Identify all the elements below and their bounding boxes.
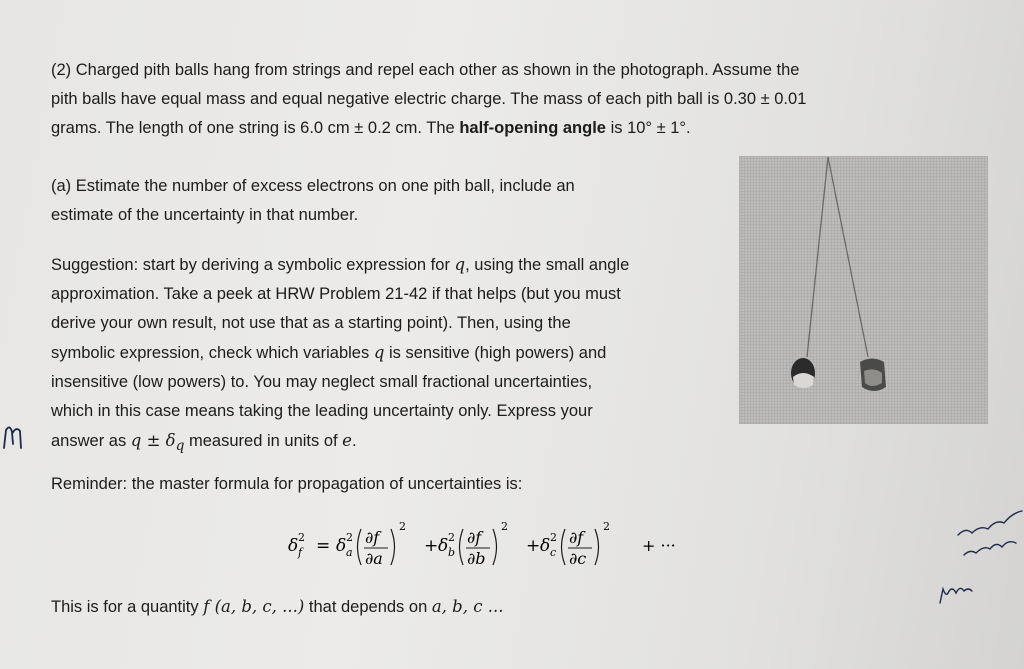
suggestion-block xyxy=(51,250,629,461)
suggestion-text: symbolic expression, check which variables xyxy=(51,344,374,362)
suggestion-line-3: derive your own result, not use that as a starting point). Then, using the xyxy=(51,314,571,332)
right-paren xyxy=(391,529,395,565)
handwritten-squiggles xyxy=(938,505,1024,620)
pith-ball-illustration xyxy=(740,157,987,423)
lhs-subscript: f xyxy=(298,546,303,559)
suggestion-text: , using the small angle xyxy=(465,256,630,274)
lhs-delta: δ xyxy=(288,536,299,556)
partial-denominator: ∂a xyxy=(365,549,383,568)
term-delta: δ xyxy=(540,536,551,556)
pith-ball-photograph xyxy=(739,156,988,424)
variable-q: q xyxy=(373,343,385,362)
left-ball-highlight xyxy=(793,373,814,388)
term-delta-subscript: c xyxy=(550,546,557,559)
left-string xyxy=(807,157,828,357)
partial-denominator: ∂c xyxy=(569,549,587,568)
lhs-power: 2 xyxy=(298,531,305,544)
variable-e: e xyxy=(342,431,352,450)
plus-sign: + xyxy=(526,536,541,556)
intro-line-3-text: grams. The length of one string is 6.0 cm ± 0.2 cm. The xyxy=(51,119,460,137)
term-power: 2 xyxy=(603,520,610,533)
footer-note xyxy=(51,592,503,622)
reminder-text: Reminder: the master formula for propagation of uncertainties is: xyxy=(51,475,523,493)
part-a-line-2: estimate of the uncertainty in that number. xyxy=(51,206,359,224)
right-paren xyxy=(493,529,497,565)
term-delta-subscript: a xyxy=(346,546,353,559)
suggestion-text: . xyxy=(351,432,357,450)
intro-line-1: (2) Charged pith balls hang from strings and repel each other as shown in the photograph. Assume the xyxy=(51,61,800,79)
answer-expression: q ± δ xyxy=(130,431,176,450)
term-power: 2 xyxy=(399,520,406,533)
suggestion-line-6: which in this case means taking the leading uncertainty only. Express your xyxy=(51,402,593,420)
suggestion-text: answer as xyxy=(51,432,131,450)
footer-text: that depends on xyxy=(304,598,432,616)
propagation-formula xyxy=(286,515,706,580)
problem-intro xyxy=(51,56,806,143)
suggestion-text: measured in units of xyxy=(184,432,343,450)
suggestion-line-7 xyxy=(51,426,629,461)
intro-line-2: pith balls have equal mass and equal negative electric charge. The mass of each pith ball is 0.30 ± 0.01 xyxy=(51,90,807,108)
partial-numerator: ∂f xyxy=(365,528,380,547)
suggestion-line-5: insensitive (low powers) to. You may neglect small fractional uncertainties, xyxy=(51,373,593,391)
partial-numerator: ∂f xyxy=(569,528,584,547)
formula-term-c xyxy=(526,520,610,568)
formula-svg xyxy=(286,515,706,575)
suggestion-line-4 xyxy=(51,338,629,368)
squiggle-icon xyxy=(938,505,1024,615)
intro-line-3-tail: is 10° ± 1°. xyxy=(605,119,691,137)
right-paren xyxy=(595,529,599,565)
variable-list: a, b, c ... xyxy=(431,597,504,616)
variable-q: q xyxy=(454,255,466,274)
part-a-line-1: (a) Estimate the number of excess electrons on one pith ball, include an xyxy=(51,177,575,195)
formula-term-b xyxy=(424,520,508,568)
left-paren xyxy=(460,529,464,565)
partial-denominator: ∂b xyxy=(467,549,486,568)
suggestion-line-2: approximation. Take a peek at HRW Problem 21-42 if that helps (but you must xyxy=(51,285,621,303)
part-a-question xyxy=(51,172,575,230)
plus-sign: + xyxy=(424,536,439,556)
term-delta: δ xyxy=(438,536,449,556)
formula-ellipsis: + ··· xyxy=(642,536,676,555)
formula-lhs xyxy=(288,531,330,559)
term-power: 2 xyxy=(501,520,508,533)
equals-sign: = xyxy=(316,536,331,556)
term-delta-power: 2 xyxy=(346,531,353,544)
term-delta-power: 2 xyxy=(448,531,455,544)
function-expression: f (a, b, c, ...) xyxy=(203,597,305,616)
term-delta: δ xyxy=(336,536,347,556)
answer-subscript: q xyxy=(175,438,185,455)
formula-term-a xyxy=(336,520,406,568)
partial-numerator: ∂f xyxy=(467,528,482,547)
suggestion-line-1 xyxy=(51,250,629,280)
intro-bold-term: half-opening angle xyxy=(459,119,606,137)
term-delta-power: 2 xyxy=(550,531,557,544)
left-paren xyxy=(562,529,566,565)
right-string xyxy=(828,157,868,357)
suggestion-text: is sensitive (high powers) and xyxy=(384,344,607,362)
handwritten-margin-mark xyxy=(2,422,24,457)
formula-terms xyxy=(336,520,610,568)
right-ball-shade xyxy=(864,369,882,386)
pen-mark-icon xyxy=(2,422,24,452)
term-delta-subscript: b xyxy=(448,546,456,559)
left-paren xyxy=(358,529,362,565)
footer-text: This is for a quantity xyxy=(51,598,204,616)
suggestion-text: Suggestion: start by deriving a symbolic expression for xyxy=(51,256,455,274)
intro-line-3 xyxy=(51,114,806,143)
